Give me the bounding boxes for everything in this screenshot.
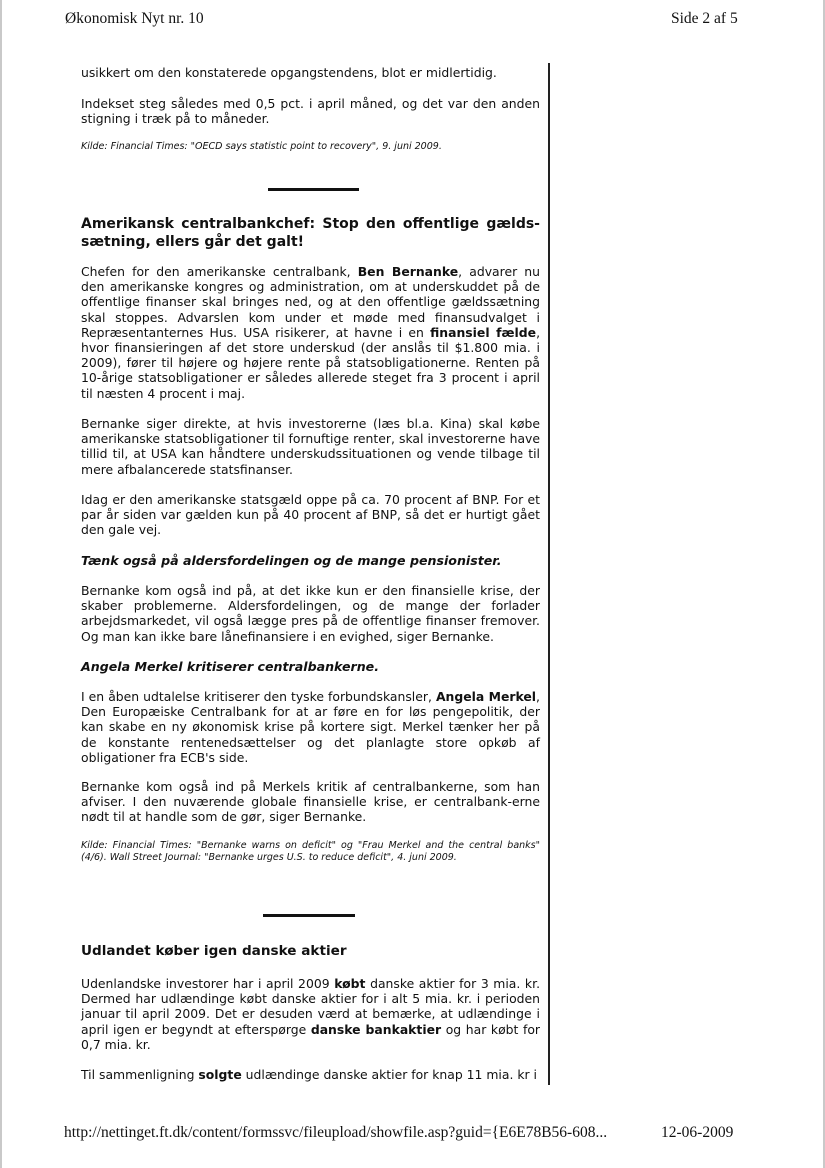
header-title: Økonomisk Nyt nr. 10 [65, 10, 204, 27]
article2-paragraph-3: Idag er den amerikanske statsgæld oppe på ca. 70 procent af BNP. For et par år siden var gælden kun på 40 procent af BNP, så det er hurtigt gået den gale vej. [81, 492, 540, 538]
section-separator-2 [263, 914, 355, 917]
article2-source: Kilde: Financial Times: "Bernanke warns on deficit" og "Frau Merkel and the central banks" (4/6). Wall Street Journal: "Bernanke urges U.S. to reduce deficit", 4. juni 2009. [81, 840, 540, 863]
column-rule [548, 63, 550, 1085]
article3-paragraph-2 [81, 1067, 540, 1082]
text: Til sammenligning [81, 1067, 199, 1082]
article2-paragraph-2: Bernanke siger direkte, at hvis investorerne (læs bl.a. Kina) skal købe amerikanske statsobligationer til fornuftige renter, skal investorerne have tillid til, at USA kan håndtere underskudssituationen og vende tilbage til mere afbalancerede statsfinanser. [81, 416, 540, 477]
article2-subheading-1: Tænk også på aldersfordelingen og de mange pensionister. [81, 553, 502, 568]
emphasis: købt [334, 976, 366, 991]
text: , Den Europæiske Centralbank for at ar føre en for løs pengepolitik, der kan skabe en ny økonomisk krise på kortere sigt. Merkel tænker her på de konstante rentenedsættelser og det planlagte store opkøb af obligationer fra ECB's side. [81, 689, 540, 765]
footer-date: 12-06-2009 [661, 1124, 734, 1141]
article2-subheading-2: Angela Merkel kritiserer centralbankerne. [81, 659, 380, 674]
person-name: Ben Bernanke [357, 264, 459, 279]
article2-paragraph-1 [81, 264, 540, 401]
article2-headline: Amerikansk centralbankchef: Stop den offentlige gælds-sætning, ellers går det galt! [81, 216, 540, 250]
article2-paragraph-6: Bernanke kom også ind på Merkels kritik af centralbankerne, som han afviser. I den nuværende globale finansielle krise, er centralbank-erne nødt til at handle som de gør, siger Bernanke. [81, 779, 540, 825]
emphasis: solgte [198, 1067, 242, 1082]
text: Udenlandske investorer har i april 2009 [81, 976, 335, 991]
scan-edge-left [0, 0, 2, 1168]
footer-url: http://nettinget.ft.dk/content/formssvc/fileupload/showfile.asp?guid={E6E78B56-608... [64, 1124, 608, 1141]
page-number: Side 2 af 5 [671, 10, 738, 27]
article-column [81, 0, 540, 1090]
article2-paragraph-5 [81, 689, 540, 765]
text: danske aktier for 3 mia. kr. Dermed har udlændinge købt danske aktier for i alt 5 mia. kr. i perioden januar til april 2009. Det er desuden værd at bemærke, at udlændinge i april igen er begyndt at efterspørge [81, 976, 541, 1037]
text: , advarer nu den amerikanske kongres og administration, om at underskuddet på de offentlige finanser skal bringes ned, og at den offentlige gældssætning skal stoppes. Advarslen kom under et møde med finansudvalget i Repræsentanternes Hus. USA risikerer, at havne i en [81, 264, 540, 340]
emphasis: danske bankaktier [310, 1021, 442, 1037]
article1-paragraph-1: usikkert om den konstaterede opgangstendens, blot er midlertidig. [81, 65, 497, 80]
text: Chefen for den amerikanske centralbank, [81, 264, 358, 279]
article3-headline: Udlandet køber igen danske aktier [81, 943, 347, 959]
emphasis: finansiel fælde [430, 324, 537, 340]
text: og har købt for 0,7 mia. kr. [81, 1021, 540, 1052]
section-separator-1 [268, 188, 359, 191]
text: I en åben udtalelse kritiserer den tyske forbundskansler, [81, 689, 436, 704]
article1-source: Kilde: Financial Times: "OECD says statistic point to recovery", 9. juni 2009. [81, 141, 442, 152]
article2-paragraph-4: Bernanke kom også ind på, at det ikke kun er den finansielle krise, der skaber problemerne. Aldersfordelingen, og de mange der forlader arbejdsmarkedet, vil også lægge pres på de offentlige finanser fremover. Og man kan ikke bare lånefinansiere i en evighed, siger Bernanke. [81, 583, 540, 644]
article3-paragraph-1 [81, 976, 540, 1052]
text: udlændinge danske aktier for knap 11 mia. kr i [241, 1067, 537, 1082]
text: , hvor finansieringen af det store underskud (der anslås til $1.800 mia. i 2009), fører til højere og højere rente på statsobligationerne. Renten på 10-årige statsobligationer er således allerede steget fra 3 procent i april til næsten 4 procent i maj. [81, 324, 541, 401]
article1-paragraph-2: Indekset steg således med 0,5 pct. i april måned, og det var den anden stigning i træk på to måneder. [81, 96, 540, 127]
person-name: Angela Merkel [435, 689, 537, 704]
